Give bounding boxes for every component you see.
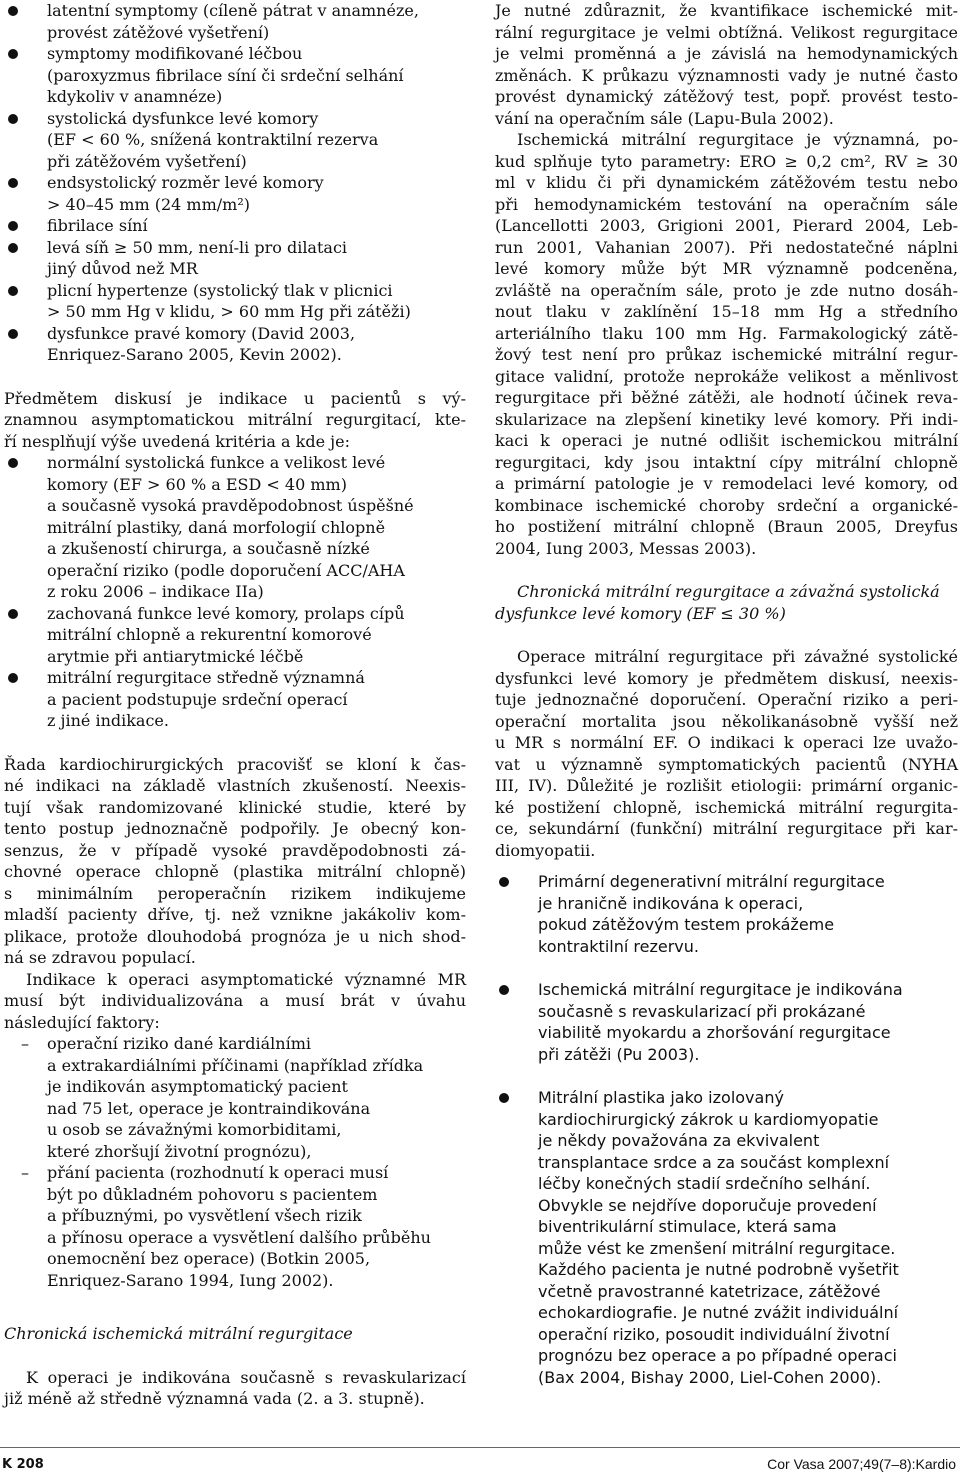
text-line: Je nutné zdůraznit, že kvantifikace ischemické mit- — [495, 1, 958, 20]
text-line: levé komory může být MR významně podceněna, — [495, 259, 958, 278]
list-item — [4, 667, 466, 732]
text-line: III, IV). Důležité je rozlišit etiologii: primární organic- — [495, 776, 958, 795]
heading-line: Chronická mitrální regurgitace a závažná systolická — [517, 582, 940, 601]
list-item-line: a pacient podstupuje srdeční operací — [47, 689, 348, 709]
text-line: Předmětem diskusí je indikace u pacientů s vý- — [4, 388, 466, 408]
list-item-line: nad 75 let, operace je kontraindikována — [47, 1098, 371, 1118]
paragraph-indication-discussion — [4, 388, 466, 453]
text-line: již méně až středně významná vada (2. a 3. stupně). — [4, 1389, 425, 1408]
text-line: 2004, Iung 2003, Messas 2003). — [495, 538, 757, 558]
list-item-line: je hraničně indikována k operaci, — [538, 893, 804, 913]
text-line: regurgitaci, kdy jsou intaktní cípy mitrální chlopně — [495, 452, 958, 472]
list-item-line: pokud zátěžovým testem prokážeme — [538, 915, 835, 934]
text-line: ří nesplňují výše uvedená kritéria a kde je: — [4, 431, 350, 451]
list-item-line: a extrakardiálními příčinami (například zřídka — [47, 1055, 424, 1075]
text-line: vat u významně symptomatických pacientů (NYHA — [495, 754, 958, 774]
list-item-first-line: mitrální regurgitace středně významná — [4, 667, 466, 689]
list-item-line: je někdy považována za ekvivalent — [538, 1131, 820, 1150]
text-line: je velmi proměnná a je závislá na hemodynamických — [495, 44, 958, 63]
text-line: Operace mitrální regurgitace při závažné systolické — [517, 647, 958, 666]
text-line: ho postižení mitrální chlopně (Braun 2005, Dreyfus — [495, 517, 958, 536]
list-item-line: jiný důvod než MR — [47, 259, 198, 278]
list-item-first-line: Mitrální plastika jako izolovaný — [495, 1087, 958, 1109]
text-line: run 2001, Vahanian 2007). Při nedostatečné náplni — [495, 237, 958, 257]
criteria-list — [4, 0, 466, 366]
text-line: ná se zdravou populací. — [4, 948, 196, 967]
text-line: Řada kardiochirurgických pracovišť se kloní k čas- — [4, 754, 466, 774]
text-line: arteriálního tlaku 100 mm Hg. Farmakologický zátě- — [495, 323, 958, 343]
list-item-line: > 40–45 mm (24 mm/m²) — [47, 194, 250, 214]
text-line: u MR s normální EF. O indikaci k operaci lze uvažo- — [495, 733, 958, 752]
list-item-line: prognózu bez operace a po případné operaci — [538, 1346, 897, 1365]
list-item-line: echokardiografie. Je nutné zvážit individuální — [538, 1303, 899, 1322]
list-item-first-line: symptomy modifikované léčbou — [4, 43, 466, 65]
list-item-line: při zátěžovém vyšetření) — [47, 151, 247, 171]
paragraph-ischemic-operation — [4, 1367, 466, 1410]
list-item-first-line: dysfunkce pravé komory (David 2003, — [4, 323, 466, 345]
page-number: K 208 — [2, 1457, 44, 1472]
list-item-first-line: zachovaná funkce levé komory, prolaps cípů — [4, 603, 466, 625]
list-item-line: včetně pravostranné katetrizace, zátěžové — [538, 1281, 881, 1301]
list-item — [4, 1162, 466, 1291]
list-item-line: provést zátěžové vyšetření) — [47, 22, 270, 42]
text-line: chovné operace chlopně (plastika mitrální chlopně) — [4, 862, 466, 881]
list-item-line: mitrální chlopně a rekurentní komorové — [47, 625, 372, 644]
list-item-line: kardiochirurgický zákrok u kardiomyopatie — [538, 1109, 879, 1129]
list-item-first-line: levá síň ≥ 50 mm, není-li pro dilataci — [4, 237, 466, 259]
footer-rule — [0, 1447, 960, 1448]
paragraph-individualization — [4, 969, 466, 1034]
paragraph-severe-dysfunction — [495, 646, 958, 861]
journal-citation: Cor Vasa 2007;49(7–8):Kardio — [767, 1456, 956, 1472]
text-line: tuje jednoznačné doporučení. Operační riziko a peri- — [495, 690, 958, 709]
list-item-line: arytmie při antiarytmické léčbě — [47, 646, 304, 666]
list-item-line: mitrální plastiky, daná morfologií chlopně — [47, 517, 386, 537]
text-line: změnách. K průkazu významnosti vady je nutné často — [495, 65, 958, 85]
text-line: regurgitace při běžné zátěži, ale hodnotí účinek reva- — [495, 388, 958, 407]
list-item-line: a příbuznými, po vysvětlení všech rizik — [47, 1206, 362, 1225]
list-item-line: (paroxyzmus fibrilace síní či srdeční selhání — [47, 65, 404, 85]
list-item-line: při zátěži (Pu 2003). — [538, 1044, 700, 1064]
list-item — [4, 43, 466, 108]
text-line: žový test není pro průkaz ischemické mitrální regur- — [495, 345, 958, 364]
indication-list — [4, 452, 466, 732]
paragraph-surgical-centers — [4, 754, 466, 969]
text-line: nout tlaku v zaklínění 15–18 mm Hg a středního — [495, 302, 958, 321]
text-line: ké postižení chlopně, ischemická mitrální regurgita- — [495, 797, 958, 817]
list-item-line: kdykoliv v anamnéze) — [47, 87, 223, 106]
list-item-line: viabilitě myokardu a zhoršování regurgitace — [538, 1023, 891, 1042]
text-line: musí být individualizována a musí brát v úvahu — [4, 991, 466, 1010]
text-line: plikace, protože dlouhodobá prognóza je u nich shod- — [4, 926, 466, 946]
list-item-line: které zhoršují životní prognózu), — [47, 1141, 312, 1161]
text-line: Ischemická mitrální regurgitace je významná, po- — [517, 130, 958, 149]
list-item — [4, 323, 466, 366]
list-item-line: může vést ke zmenšení mitrální regurgitace. — [538, 1238, 896, 1258]
text-line: a primární patologie je v remodelaci levé komory, od — [495, 474, 958, 493]
list-item-first-line: endsystolický rozměr levé komory — [4, 172, 466, 194]
etiology-list — [495, 871, 958, 1388]
text-line: K operaci je indikována současně s revaskularizací — [26, 1367, 466, 1387]
text-line: ce, sekundární (funkční) mitrální regurgitace při kar- — [495, 819, 958, 838]
list-item-line: současně s revaskularizací při prokázané — [538, 1001, 866, 1021]
paragraph-quantification — [495, 0, 958, 129]
list-item-line: kontraktilní rezervu. — [538, 936, 699, 956]
paragraph-ischemic-parameters — [495, 129, 958, 559]
text-line: diomyopatii. — [495, 840, 596, 860]
list-item-line: operační riziko (podle doporučení ACC/AHA — [47, 560, 405, 580]
list-item — [4, 108, 466, 173]
list-item-first-line: Primární degenerativní mitrální regurgitace — [495, 871, 958, 893]
list-item-line: u osob se závažnými komorbiditami, — [47, 1120, 342, 1139]
list-item-line: onemocnění bez operace) (Botkin 2005, — [47, 1249, 371, 1268]
list-item-first-line: plicní hypertenze (systolický tlak v plicnici — [4, 280, 466, 302]
list-item-first-line: – přání pacienta (rozhodnutí k operaci musí — [4, 1162, 466, 1184]
left-column — [4, 0, 466, 1410]
list-item-line: z jiné indikace. — [47, 711, 169, 730]
list-item — [495, 979, 958, 1065]
list-item — [4, 452, 466, 603]
list-item-line: být po důkladném pohovoru s pacientem — [47, 1184, 378, 1204]
text-line: né indikaci na základě vlastních zkušeností. Neexis- — [4, 776, 466, 795]
text-line: vání na operačním sále (Lapu-Bula 2002). — [495, 108, 834, 128]
text-line: dysfunkci levé komory je předmětem diskusí, neexis- — [495, 668, 958, 688]
text-line: s minimálním peroperačnín rizikem indikujeme — [4, 883, 466, 903]
text-line: znamnou asymptomatickou mitrální regurgitací, kte- — [4, 410, 466, 429]
list-item-line: biventrikulární stimulace, která sama — [538, 1217, 837, 1236]
list-item-first-line: – operační riziko dané kardiálními — [4, 1033, 466, 1055]
list-item-first-line: latentní symptomy (cíleně pátrat v anamnéze, — [4, 0, 466, 22]
list-item-line: a zkušeností chirurga, a současně nízké — [47, 539, 370, 558]
text-line: gitace validní, protože neprokáže velikost a měnlivost — [495, 366, 958, 386]
text-line: kombinace ischemické choroby srdeční a organické- — [495, 495, 958, 515]
list-item — [4, 1033, 466, 1162]
text-line: kaci k operaci je nutné odlišit ischemickou mitrální — [495, 431, 958, 450]
list-item-first-line: normální systolická funkce a velikost levé — [4, 452, 466, 474]
heading-line: dysfunkce levé komory (EF ≤ 30 %) — [495, 603, 786, 623]
list-item-first-line: fibrilace síní — [4, 215, 466, 237]
list-item-line: komory (EF > 60 % a ESD < 40 mm) — [47, 474, 347, 494]
list-item-line: > 50 mm Hg v klidu, > 60 mm Hg při zátěži) — [47, 302, 411, 321]
list-item-line: transplantace srdce a za součást komplexní — [538, 1152, 890, 1172]
text-line: následující faktory: — [4, 1012, 160, 1032]
text-line: Indikace k operaci asymptomatické významné MR — [26, 969, 466, 989]
section-heading-systolic-dysfunction — [495, 581, 958, 624]
list-item-line: a přínosu operace a vysvětlení dalšího průběhu — [47, 1227, 431, 1247]
text-line: tují však randomizované klinické studie, které by — [4, 797, 466, 817]
text-line: při hemodynamickém testování na operačním sále — [495, 194, 958, 214]
list-item — [4, 237, 466, 280]
right-column — [495, 0, 958, 1388]
list-item-line: (Bax 2004, Bishay 2000, Liel-Cohen 2000). — [538, 1367, 882, 1387]
text-line: tento postup jednoznačně podpořily. Je obecný kon- — [4, 819, 466, 838]
list-item — [4, 0, 466, 43]
list-item — [495, 1087, 958, 1388]
list-item-line: a současně vysoká pravděpodobnost úspěšné — [47, 496, 414, 515]
list-item-line: Obvykle se nejdříve doporučuje provedení — [538, 1195, 877, 1215]
list-item — [4, 603, 466, 668]
text-line: mladší pacienty dříve, tj. než vznikne jakákoliv kom- — [4, 905, 466, 924]
list-item — [4, 215, 466, 237]
list-item-line: operační riziko, posoudit individuální životní — [538, 1324, 890, 1344]
list-item-line: je indikován asymptomatický pacient — [47, 1077, 348, 1096]
list-item-first-line: systolická dysfunkce levé komory — [4, 108, 466, 130]
text-line: zvláště na operačním sále, proto je zde nutno dosáh- — [495, 280, 958, 300]
list-item — [4, 280, 466, 323]
text-line: kud splňuje tyto parametry: ERO ≥ 0,2 cm², RV ≥ 30 — [495, 151, 958, 171]
list-item — [495, 871, 958, 957]
text-line: rální regurgitace je velmi obtížná. Velikost regurgitace — [495, 22, 958, 42]
list-item-line: z roku 2006 – indikace IIa) — [47, 582, 264, 601]
list-item-line: léčby konečných stadií srdečního selhání. — [538, 1174, 871, 1193]
text-line: senzus, že v případě vysoké pravděpodobnosti zá- — [4, 840, 466, 860]
text-line: provést dynamický zátěžový test, popř. provést testo- — [495, 87, 958, 106]
list-item-first-line: Ischemická mitrální regurgitace je indikována — [495, 979, 958, 1001]
list-item-line: Enriquez-Sarano 2005, Kevin 2002). — [47, 345, 342, 364]
list-item-line: Každého pacienta je nutné podrobně vyšetřit — [538, 1260, 899, 1279]
list-item — [4, 172, 466, 215]
list-item-line: (EF < 60 %, snížená kontraktilní rezerva — [47, 130, 379, 149]
text-line: operační mortalita jsou několikanásobně vyšší než — [495, 711, 958, 731]
list-item-line: Enriquez-Sarano 1994, Iung 2002). — [47, 1270, 334, 1290]
text-line: skularizace na zlepšení kinetiky levé komory. Při indi- — [495, 409, 958, 429]
text-line: (Lancellotti 2003, Grigioni 2001, Pierard 2004, Leb- — [495, 216, 958, 235]
section-heading-chronic-ischemic: Chronická ischemická mitrální regurgitace — [4, 1324, 353, 1343]
text-line: ml v klidu či při dynamickém zátěžovém testu nebo — [495, 173, 958, 192]
factors-list — [4, 1033, 466, 1291]
